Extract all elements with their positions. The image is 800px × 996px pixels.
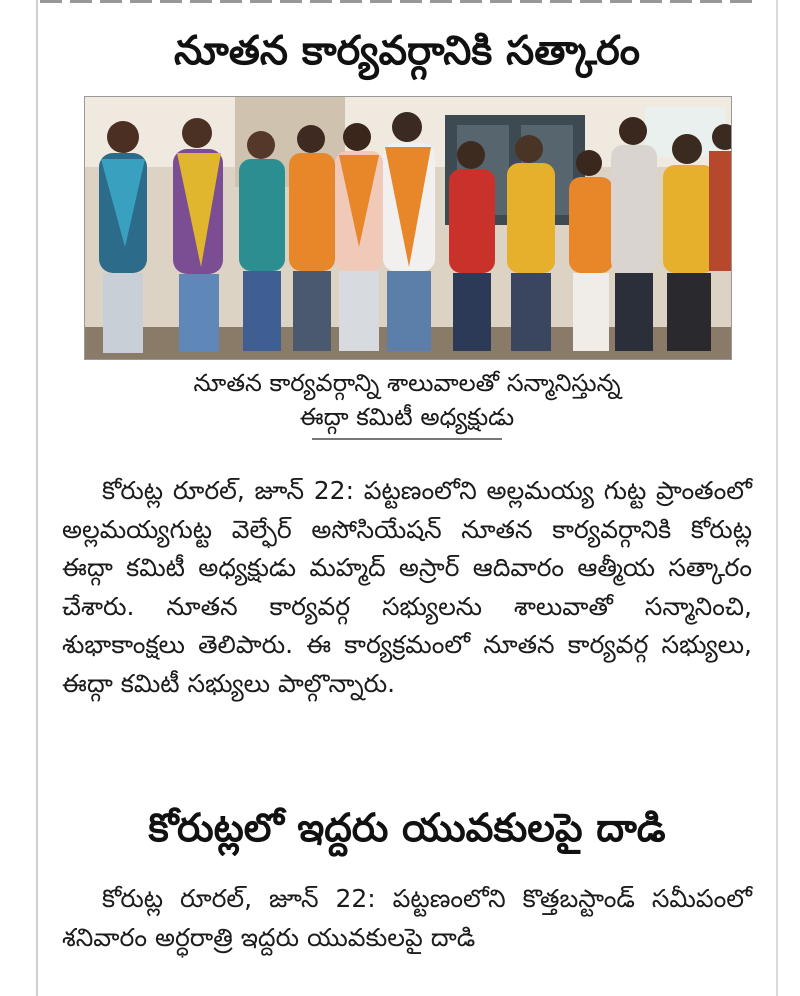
photo-caption-line1: నూతన కార్యవర్గాన్ని శాలువాలతో సన్మానిస్తున్న <box>193 369 621 397</box>
article2-headline: కోరుట్లలో ఇద్దరు యువకులపై దాడి <box>148 806 666 851</box>
article2-body: కోరుట్ల రూరల్‌, జూన్‌ 22: పట్టణంలోని కొత్తబస్టాండ్‌ సమీపంలో శనివారం అర్ధరాత్రి ఇద్దరు యువకులపై దాడి <box>62 884 752 952</box>
photo-caption <box>62 366 752 434</box>
clipping-top-edge <box>40 0 760 8</box>
page-left-border <box>36 0 38 996</box>
photo-caption-line2: ఈద్గా కమిటీ అధ్యక్షుడు <box>299 403 515 431</box>
group-photo <box>84 96 732 360</box>
article1-headline: నూతన కార్యవర్గానికి సత్కారం <box>173 28 641 74</box>
article1-body: కోరుట్ల రూరల్‌, జూన్‌ 22: పట్టణంలోని అల్లమయ్య గుట్ట ప్రాంతంలో అల్లమయ్యగుట్ట వెల్ఫేర్‌ అసోసియేషన్‌ నూతన కార్యవర్గానికి కోరుట్ల ఈద్గా కమిటీ అధ్యక్షుడు మహ్మద్‌ అస్రార్‌ ఆదివారం ఆత్మీయ సత్కారం చేశారు. నూతన కార్యవర్గ సభ్యులను శాలువాతో సన్మానించి, శుభాకాంక్షలు తెలిపారు. ఈ కార్యక్రమంలో నూతన కార్యవర్గ సభ్యులు, ఈద్గా కమిటీ సభ్యులు పాల్గొన్నారు. <box>62 476 752 698</box>
page-right-border <box>776 0 778 996</box>
caption-divider <box>312 438 502 440</box>
